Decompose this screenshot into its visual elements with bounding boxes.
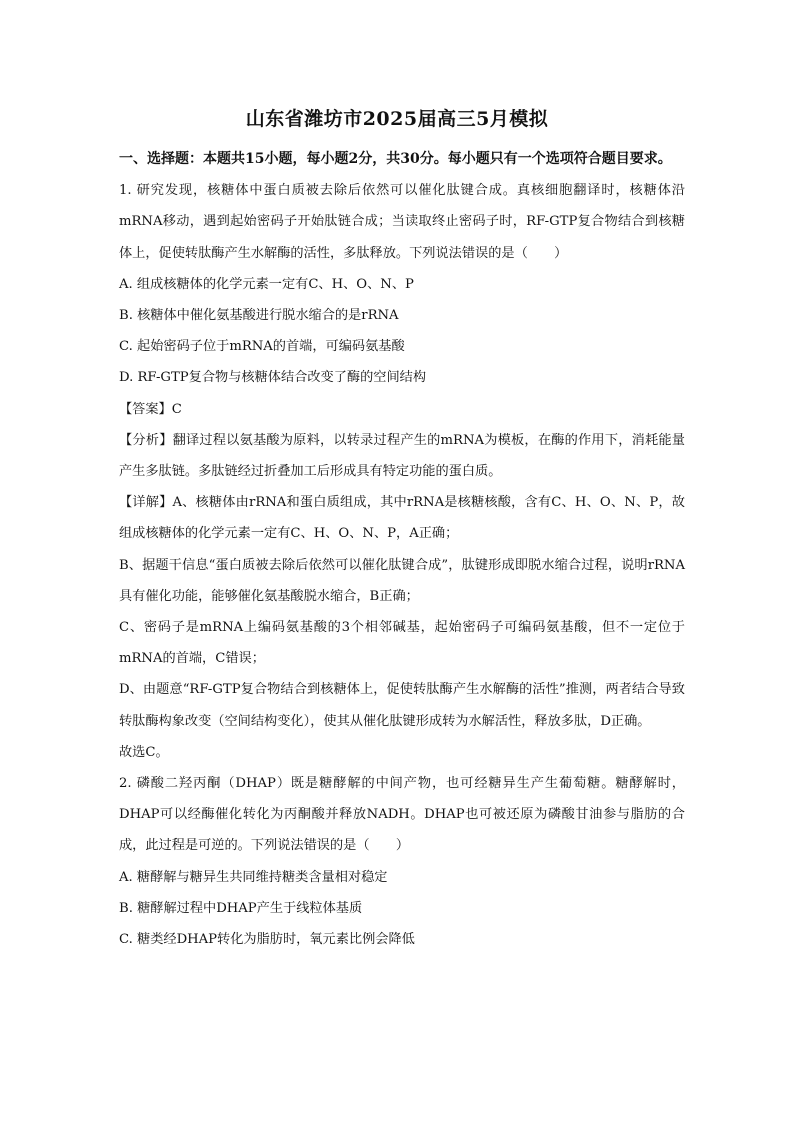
question-1-stem: 1. 研究发现，核糖体中蛋白质被去除后依然可以催化肽键合成。真核细胞翻译时，核糖体沿mRNA移动，遇到起始密码子开始肽链合成；当读取终止密码子时，RF-GTP复合物结合到核糖体上，促使转肽酶产生水解酶的活性，多肽释放。下列说法错误的是（ ） — [119, 183, 685, 261]
question-1-detail-a: 【详解】A、核糖体由rRNA和蛋白质组成，其中rRNA是核糖核酸，含有C、H、O、N、P，故组成核糖体的化学元素一定有C、H、O、N、P，A正确； — [119, 495, 685, 542]
question-1-option-a: A. 组成核糖体的化学元素一定有C、H、O、N、P — [119, 276, 414, 292]
question-1-detail-d: D、由题意“RF-GTP复合物结合到核糖体上，促使转肽酶产生水解酶的活性”推测，两者结合导致转肽酶构象改变（空间结构变化），使其从催化肽键形成转为水解活性，释放多肽，D正确。 — [119, 682, 685, 729]
question-1-option-d: D. RF-GTP复合物与核糖体结合改变了酶的空间结构 — [119, 370, 427, 386]
question-1-option-b: B. 核糖体中催化氨基酸进行脱水缩合的是rRNA — [119, 308, 399, 324]
question-2 — [119, 768, 685, 955]
section-heading: 一、选择题：本题共15小题，每小题2分，共30分。每小题只有一个选项符合题目要求。 — [119, 151, 672, 167]
question-1-option-c: C. 起始密码子位于mRNA的首端，可编码氨基酸 — [119, 339, 405, 355]
question-1-conclusion: 故选C。 — [119, 744, 169, 760]
page-title: 山东省潍坊市2025届高三5月模拟 — [245, 108, 549, 130]
question-1-answer: 【答案】C — [119, 401, 182, 417]
question-1 — [119, 175, 685, 768]
question-2-option-a: A. 糖酵解与糖异生共同维持糖类含量相对稳定 — [119, 869, 388, 885]
question-2-option-b: B. 糖酵解过程中DHAP产生于线粒体基质 — [119, 900, 363, 916]
question-1-detail-b: B、据题干信息“蛋白质被去除后依然可以催化肽键合成”，肽键形成即脱水缩合过程，说明rRNA具有催化功能，能够催化氨基酸脱水缩合，B正确； — [119, 557, 685, 604]
question-2-stem: 2. 磷酸二羟丙酮（DHAP）既是糖酵解的中间产物，也可经糖异生产生葡萄糖。糖酵解时，DHAP可以经酶催化转化为丙酮酸并释放NADH。DHAP也可被还原为磷酸甘油参与脂肪的合成，此过程是可逆的。下列说法错误的是（ ） — [119, 776, 685, 854]
document-body — [119, 144, 685, 955]
question-1-analysis: 【分析】翻译过程以氨基酸为原料，以转录过程产生的mRNA为模板，在酶的作用下，消耗能量产生多肽链。多肽链经过折叠加工后形成具有特定功能的蛋白质。 — [119, 432, 685, 480]
question-1-detail-c: C、密码子是mRNA上编码氨基酸的3个相邻碱基，起始密码子可编码氨基酸，但不一定位于mRNA的首端，C错误； — [119, 620, 685, 667]
question-2-option-c: C. 糖类经DHAP转化为脂肪时，氧元素比例会降低 — [119, 932, 415, 948]
